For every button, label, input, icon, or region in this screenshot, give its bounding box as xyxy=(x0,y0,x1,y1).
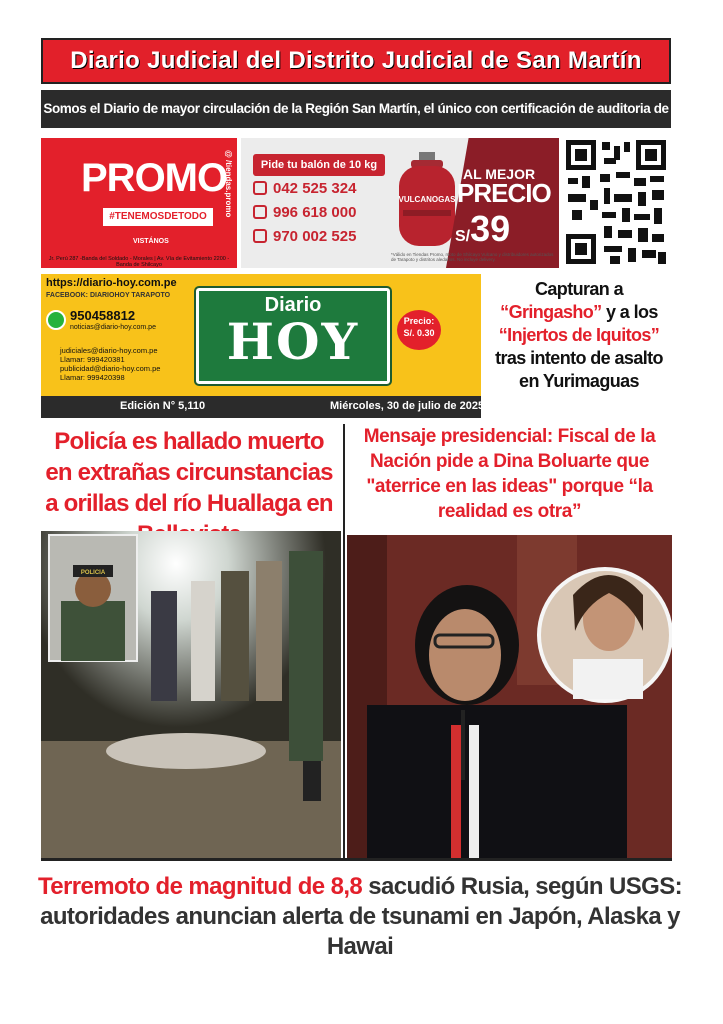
promo-address: Jr. Perú 287 -Banda del Soldado - Morales | Av. Vía de Evitamiento 2200 - Banda de Shilcayo xyxy=(48,256,230,268)
gas-heading: Pide tu balón de 10 kg xyxy=(253,154,385,176)
bottom-rule xyxy=(41,858,672,861)
bottom-headline[interactable]: Terremoto de magnitud de 8,8 sacudió Rusia, según USGS: autoridades anuncian alerta de tsunami en Japón, Alaska y Hawai xyxy=(37,873,683,960)
price-label: Precio: xyxy=(403,316,435,326)
gas-note: *Válido en Tiendas Promo, moto de Shilcayo Vulcano y distribuidores autorizados de Tarapoto y distritos aledaños. No incluye delivery. xyxy=(391,252,554,262)
judiciales-phone[interactable]: Llamar: 999420381 xyxy=(60,355,125,364)
mobile-icon xyxy=(253,205,267,219)
promo-ad[interactable] xyxy=(41,138,237,268)
qr-code-icon[interactable] xyxy=(564,138,668,266)
whatsapp-icon xyxy=(46,310,66,330)
whatsapp-number[interactable]: 950458812 xyxy=(70,308,136,323)
promo-brand: VISTÁNOS xyxy=(133,238,169,245)
gas-precio-label: PRECIO xyxy=(457,178,551,208)
promo-title: PROMO xyxy=(81,156,228,200)
gas-phone-2: 996 618 000 xyxy=(253,204,356,221)
promo-social: @ /tiendas.promo xyxy=(224,150,233,218)
gas-best-label: AL MEJOR xyxy=(463,166,536,182)
column-divider xyxy=(343,424,345,858)
right-headline[interactable]: Mensaje presidencial: Fiscal de la Nación pide a Dina Boluarte que "aterrice en las ideas" porque “la realidad es otra” xyxy=(363,426,656,522)
gas-phone-3: 970 002 525 xyxy=(253,228,356,245)
gas-ad[interactable] xyxy=(241,138,559,268)
banner-tagline: Somos el Diario de mayor circulación de la Región San Martín, el único con certificación de auditoria de xyxy=(41,90,671,128)
inset-police-label: POLICIA xyxy=(80,570,106,576)
gas-price: S/39 xyxy=(455,208,511,249)
logo-hoy-text: HOY xyxy=(226,312,360,371)
logo-diario-text: Diario xyxy=(264,294,322,316)
facebook-link[interactable]: FACEBOOK: DIARIOHOY TARAPOTO xyxy=(46,292,171,299)
edition-number: Edición N° 5,110 xyxy=(120,400,206,412)
phone-icon xyxy=(253,181,267,195)
publicidad-email[interactable]: publicidad@diario-hoy.com.pe xyxy=(60,364,161,373)
noticias-email[interactable]: noticias@diario-hoy.com.pe xyxy=(70,324,156,331)
gas-brand: VULCANOGAS xyxy=(398,195,456,204)
edition-date: Miércoles, 30 de julio de 2025 xyxy=(330,400,485,412)
gas-phone-1: 042 525 324 xyxy=(253,180,356,197)
promo-hashtag: #TENEMOSDETODO xyxy=(103,208,213,226)
judiciales-email[interactable]: judiciales@diario-hoy.com.pe xyxy=(60,346,158,355)
side-headline[interactable]: Capturan a “Gringasho” y a los “Injertos de Iquitos” tras intento de asalto en Yurimaguas xyxy=(495,279,663,391)
site-url-link[interactable]: https://diario-hoy.com.pe xyxy=(46,277,177,289)
left-story-photo[interactable] xyxy=(41,531,341,858)
whatsapp-icon xyxy=(253,229,267,243)
price-value: S/. 0.30 xyxy=(403,328,435,338)
banner-title: Diario Judicial del Distrito Judicial de San Martín xyxy=(41,38,671,84)
left-headline[interactable]: Policía es hallado muerto en extrañas circunstancias a orillas del río Huallaga en xyxy=(45,428,333,517)
right-story-photo[interactable] xyxy=(347,535,672,858)
publicidad-phone[interactable]: Llamar: 999420398 xyxy=(60,373,125,382)
